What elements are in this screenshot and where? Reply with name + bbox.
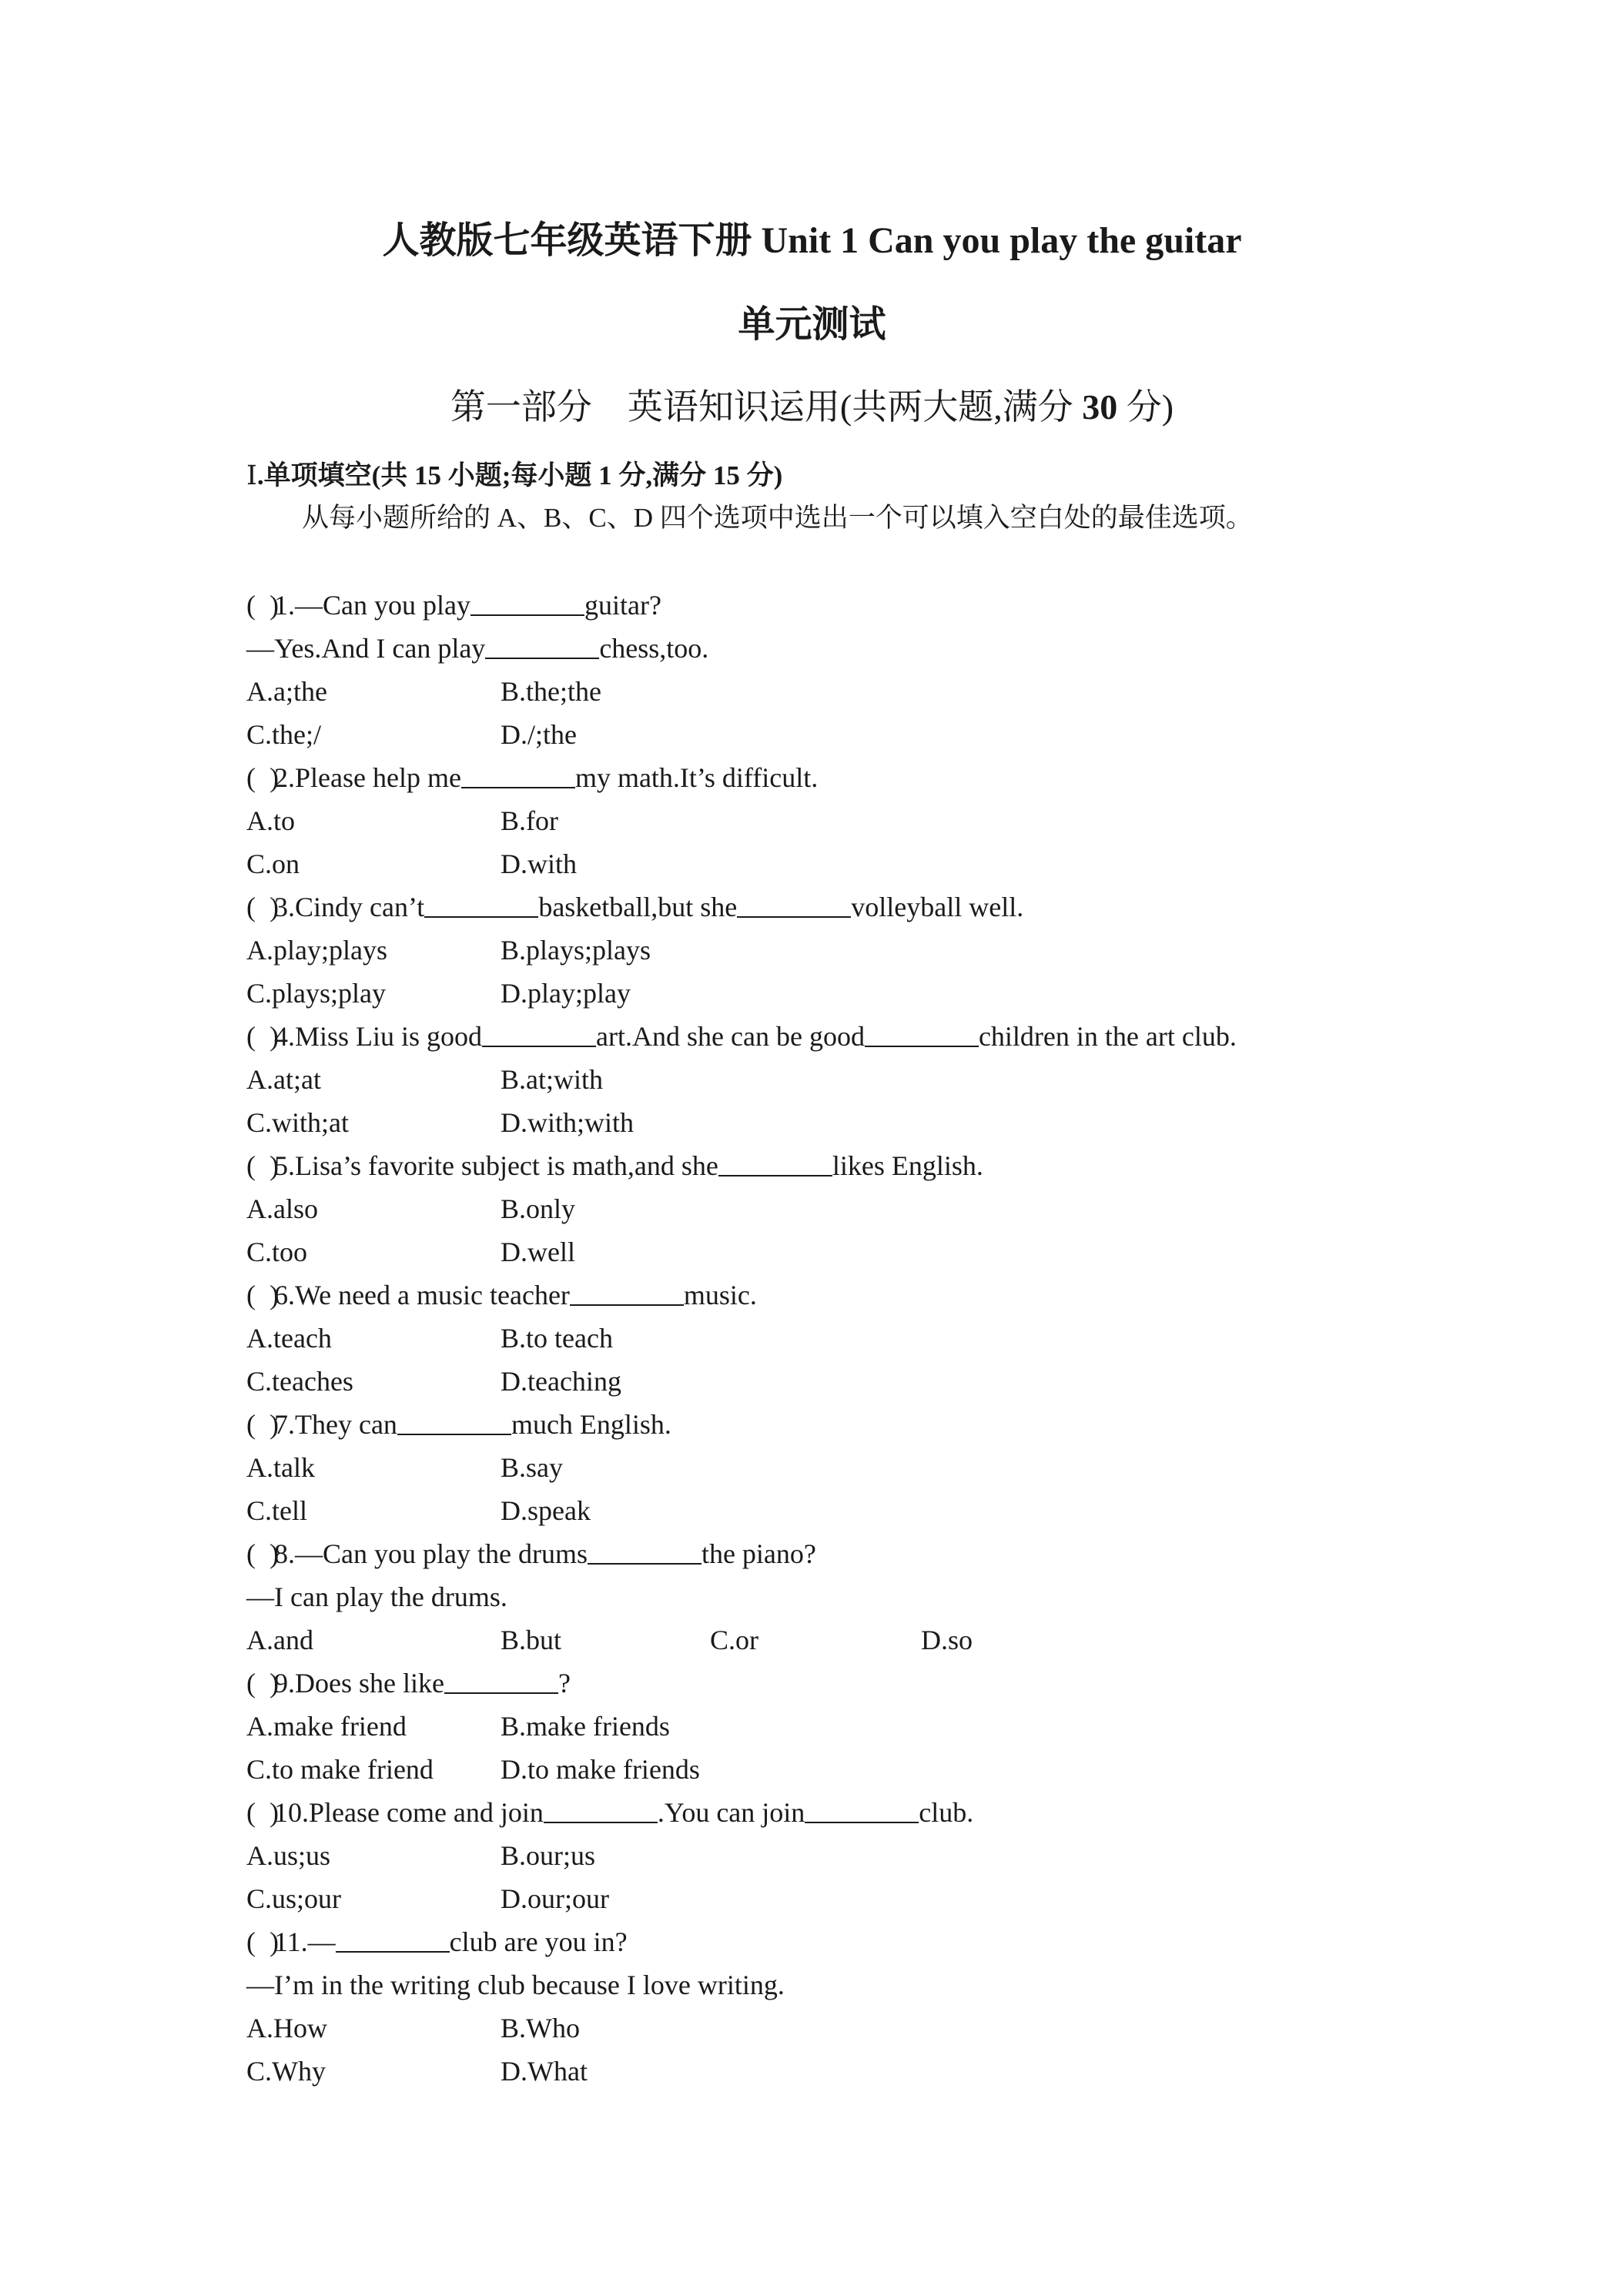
section-numeral: Ⅰ	[246, 460, 257, 490]
section-title-2: 小题;每小题	[440, 460, 599, 490]
part-heading-tail: 分)	[1117, 387, 1174, 427]
question-text: 10.Please come and join	[274, 1797, 544, 1828]
question-text: 9.Does she like	[274, 1668, 444, 1699]
option-c: C.with;at	[246, 1107, 349, 1138]
question-text: volleyball well.	[851, 892, 1024, 922]
answer-paren: ( )	[246, 1926, 279, 1957]
option-a: A.teach	[246, 1323, 332, 1354]
option-c: C.the;/	[246, 719, 321, 750]
question-text: 5.Lisa’s favorite subject is math,and she	[274, 1150, 718, 1181]
question-text: 3.Cindy can’t	[274, 892, 425, 922]
answer-paren: ( )	[246, 762, 279, 793]
option-c: C.Why	[246, 2056, 326, 2087]
question-text: much English.	[511, 1409, 671, 1440]
option-d: D.with	[501, 848, 577, 879]
answer-blank	[570, 1277, 684, 1306]
answer-blank	[865, 1018, 979, 1047]
document-title: 人教版七年级英语下册 Unit 1 Can you play the guitar	[382, 220, 1242, 261]
part-one-heading	[0, 385, 1624, 430]
option-a: A.play;plays	[246, 935, 387, 966]
option-a: A.also	[246, 1193, 318, 1224]
option-b: B.the;the	[501, 676, 601, 707]
question-7	[246, 1403, 671, 1446]
option-d: D.play;play	[501, 978, 631, 1009]
answer-blank	[470, 587, 584, 616]
answer-paren: ( )	[246, 1021, 279, 1052]
option-a: A.at;at	[246, 1064, 321, 1095]
question-text: 7.They can	[274, 1409, 397, 1440]
option-d: D.so	[921, 1625, 973, 1655]
section-title-3: 分,满分	[611, 460, 713, 490]
section-heading	[246, 457, 782, 494]
answer-paren: ( )	[246, 1668, 279, 1699]
question-text: .You can join	[657, 1797, 805, 1828]
option-c: C.on	[246, 848, 300, 879]
section-title: .单项填空(共	[256, 460, 414, 490]
answer-blank	[444, 1665, 558, 1694]
question-text: music.	[683, 1280, 757, 1310]
section-title-4: 分)	[739, 460, 783, 490]
option-a: A.How	[246, 2013, 327, 2043]
option-b: B.for	[501, 805, 558, 836]
question-text: my math.It’s difficult.	[574, 762, 819, 793]
question-text: ?	[558, 1668, 571, 1699]
option-b: B.plays;plays	[501, 935, 651, 966]
option-a: A.make friend	[246, 1711, 407, 1742]
answer-paren: ( )	[246, 1797, 279, 1828]
answer-paren: ( )	[246, 1280, 279, 1310]
question-11	[246, 1920, 628, 1963]
question-text: 11.—	[274, 1926, 336, 1957]
reply-text: —I’m in the writing club because I love writing.	[246, 1970, 785, 2000]
option-b: B.Who	[501, 2013, 580, 2043]
answer-paren: ( )	[246, 892, 279, 922]
option-b: B.make friends	[501, 1711, 670, 1742]
answer-blank	[397, 1406, 511, 1435]
question-text: 2.Please help me	[274, 762, 461, 793]
answer-blank	[805, 1794, 919, 1823]
question-text: art.And she can be good	[596, 1021, 865, 1052]
question-10	[246, 1791, 973, 1834]
option-b: B.our;us	[501, 1840, 596, 1871]
question-text: the piano?	[701, 1538, 816, 1569]
answer-blank	[544, 1794, 658, 1823]
question-8-reply	[246, 1575, 507, 1618]
part-total-score: 30	[1082, 387, 1118, 427]
answer-blank	[588, 1535, 702, 1565]
option-b: B.at;with	[501, 1064, 603, 1095]
answer-blank	[718, 1147, 832, 1176]
question-text: 1.—Can you play	[274, 590, 470, 621]
question-1-reply	[246, 627, 708, 670]
question-3	[246, 885, 1023, 929]
question-text: children in the art club.	[978, 1021, 1237, 1052]
option-d: D./;the	[501, 719, 577, 750]
option-b: B.but	[501, 1625, 562, 1655]
document-subtitle: 单元测试	[738, 304, 886, 345]
part-heading-text: 第一部分 英语知识运用(共两大题,满分	[450, 387, 1083, 427]
section-instruction: 从每小题所给的 A、B、C、D 四个选项中选出一个可以填入空白处的最佳选项。	[302, 503, 1253, 533]
question-6	[246, 1274, 757, 1317]
option-d: D.our;our	[501, 1883, 609, 1914]
answer-paren: ( )	[246, 1409, 279, 1440]
option-d: D.to make friends	[501, 1754, 700, 1785]
reply-text: chess,too.	[599, 633, 709, 664]
answer-blank	[424, 889, 538, 918]
option-a: A.to	[246, 805, 295, 836]
answer-paren: ( )	[246, 1538, 279, 1569]
question-4	[246, 1015, 1237, 1058]
section-question-count: 15	[414, 460, 441, 490]
option-d: D.well	[501, 1237, 575, 1267]
answer-blank	[461, 759, 575, 788]
question-11-reply	[246, 1963, 785, 2006]
option-a: A.talk	[246, 1452, 315, 1483]
question-8	[246, 1532, 816, 1575]
answer-paren: ( )	[246, 1150, 279, 1181]
answer-blank	[485, 630, 599, 659]
answer-blank	[336, 1923, 450, 1953]
question-5	[246, 1144, 983, 1187]
option-c: C.tell	[246, 1495, 307, 1526]
question-text: 4.Miss Liu is good	[274, 1021, 483, 1052]
question-text: guitar?	[584, 590, 661, 621]
question-1	[246, 584, 661, 627]
question-text: likes English.	[832, 1150, 983, 1181]
question-text: club.	[919, 1797, 974, 1828]
option-a: A.a;the	[246, 676, 327, 707]
section-total-points: 15	[712, 460, 740, 490]
question-2	[246, 756, 818, 799]
option-c: C.teaches	[246, 1366, 353, 1397]
option-c: C.or	[710, 1625, 758, 1655]
option-c: C.us;our	[246, 1883, 342, 1914]
option-b: B.to teach	[501, 1323, 613, 1354]
question-text: 8.—Can you play the drums	[274, 1538, 588, 1569]
question-text: basketball,but she	[538, 892, 738, 922]
section-points-each: 1	[598, 460, 612, 490]
option-c: C.too	[246, 1237, 308, 1267]
option-d: D.teaching	[501, 1366, 621, 1397]
question-text: 6.We need a music teacher	[274, 1280, 570, 1310]
option-d: D.with;with	[501, 1107, 635, 1138]
option-c: C.to make friend	[246, 1754, 434, 1785]
answer-paren: ( )	[246, 590, 279, 621]
answer-blank	[482, 1018, 596, 1047]
reply-text: —Yes.And I can play	[246, 633, 486, 664]
question-9	[246, 1662, 571, 1705]
option-a: A.and	[246, 1625, 313, 1655]
option-c: C.plays;play	[246, 978, 386, 1009]
question-text: club are you in?	[449, 1926, 628, 1957]
option-b: B.only	[501, 1193, 576, 1224]
option-a: A.us;us	[246, 1840, 331, 1871]
reply-text: —I can play the drums.	[246, 1581, 507, 1612]
option-b: B.say	[501, 1452, 563, 1483]
option-d: D.speak	[501, 1495, 591, 1526]
option-d: D.What	[501, 2056, 588, 2087]
answer-blank	[737, 889, 851, 918]
